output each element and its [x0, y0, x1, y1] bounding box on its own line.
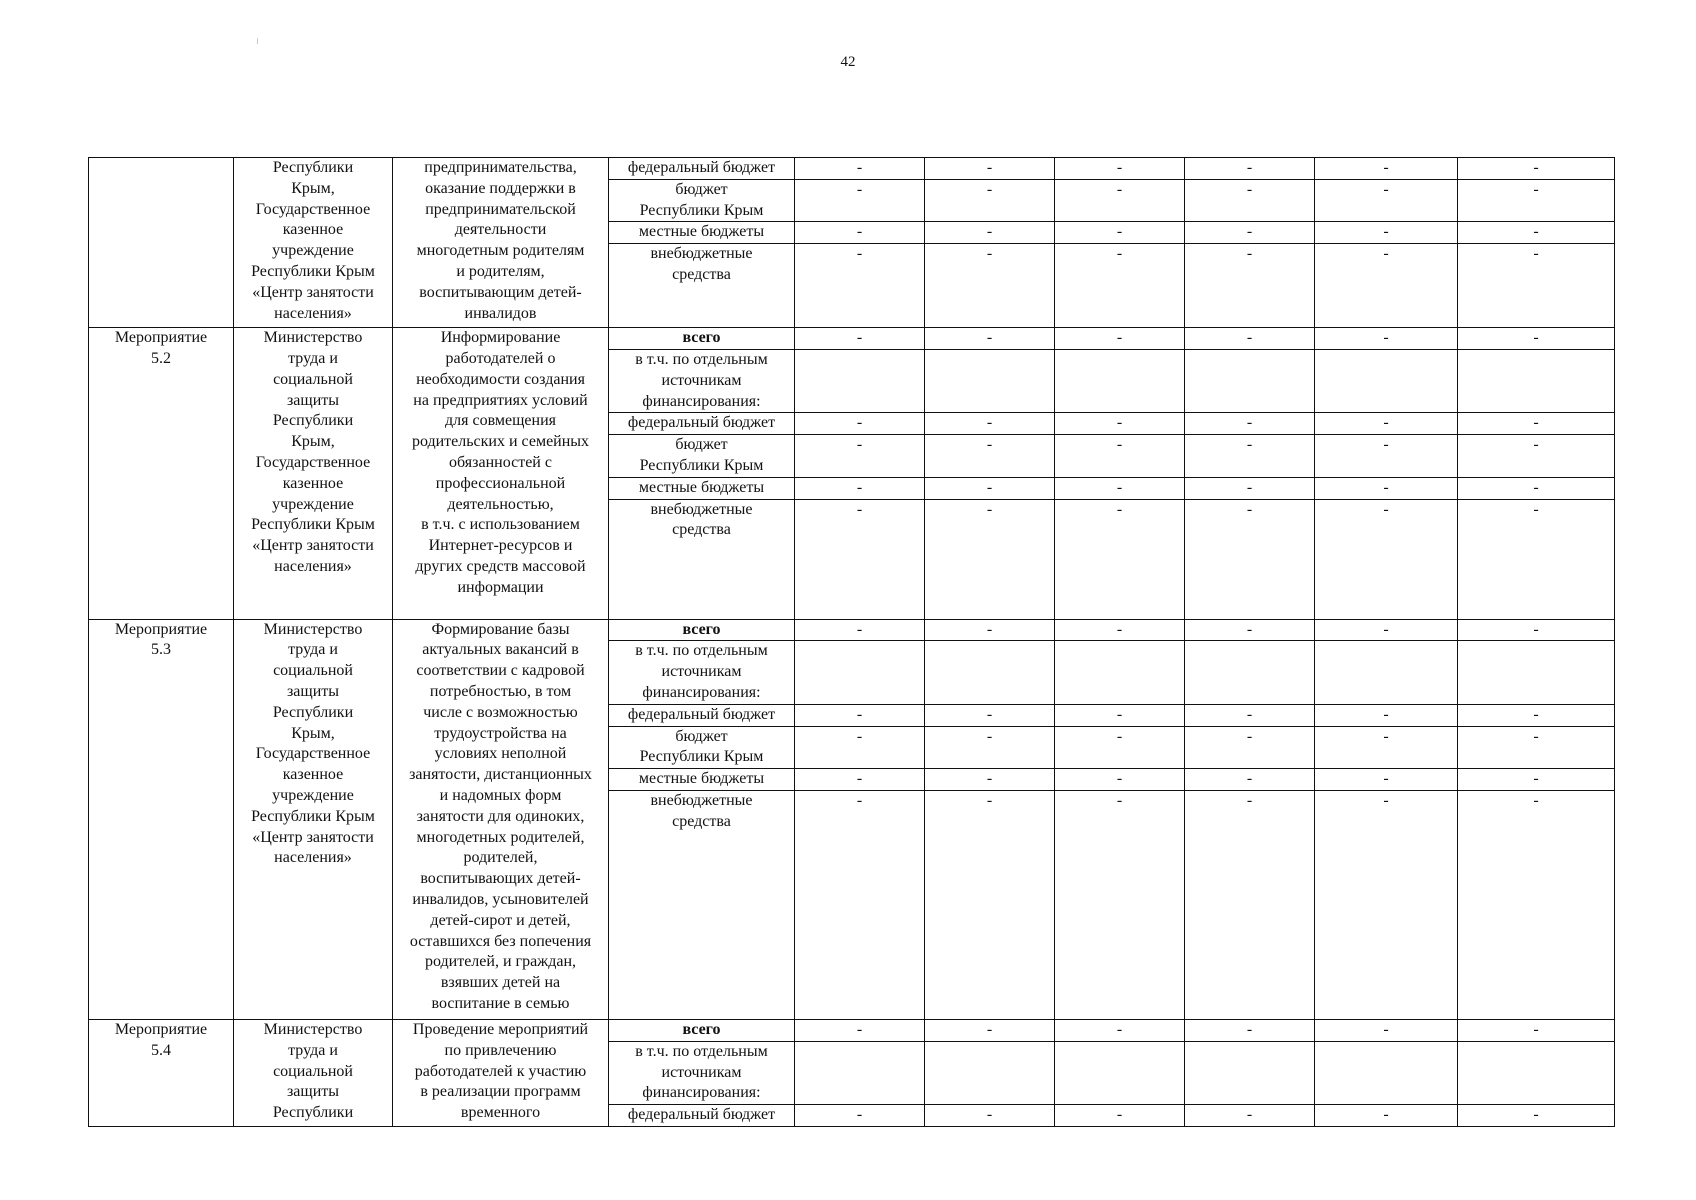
value-cell: - — [795, 158, 925, 180]
value-cell: - — [795, 1019, 925, 1041]
page-number: 42 — [840, 54, 856, 70]
value-cell: - — [925, 413, 1055, 435]
source-cell-republic: бюджет Республики Крым — [609, 726, 795, 769]
value-cell: - — [925, 1105, 1055, 1127]
value-cell: - — [1055, 1019, 1185, 1041]
measure-name-cell — [89, 158, 234, 328]
value-cell: - — [1315, 1105, 1458, 1127]
value-cell — [1315, 349, 1458, 412]
value-cell: - — [1185, 222, 1315, 244]
value-cell: - — [1055, 619, 1185, 641]
value-cell: - — [1315, 328, 1458, 350]
value-cell: - — [925, 158, 1055, 180]
value-cell: - — [1055, 477, 1185, 499]
value-cell: - — [1055, 222, 1185, 244]
value-cell: - — [1458, 222, 1615, 244]
value-cell: - — [1315, 704, 1458, 726]
value-cell: - — [1185, 704, 1315, 726]
value-cell: - — [1458, 769, 1615, 791]
value-cell — [925, 1041, 1055, 1104]
value-cell — [1458, 349, 1615, 412]
value-cell: - — [1315, 619, 1458, 641]
value-cell: - — [1185, 413, 1315, 435]
value-cell: - — [1315, 726, 1458, 769]
value-cell: - — [1185, 790, 1315, 1019]
value-cell: - — [1315, 179, 1458, 222]
value-cell: - — [1185, 328, 1315, 350]
value-cell: - — [1315, 1019, 1458, 1041]
source-cell-federal: федеральный бюджет — [609, 1105, 795, 1127]
executor-cell: Министерство труда и социальной защиты Республики Крым, Государственное казенное учреждение Республики Крым «Центр занятости населения» — [234, 328, 393, 619]
value-cell: - — [795, 790, 925, 1019]
value-cell: - — [925, 769, 1055, 791]
scan-mark — [257, 38, 258, 44]
value-cell: - — [1458, 726, 1615, 769]
table-row — [89, 328, 1615, 350]
value-cell: - — [925, 435, 1055, 478]
source-cell-local: местные бюджеты — [609, 769, 795, 791]
value-cell: - — [1315, 244, 1458, 328]
value-cell: - — [1055, 1105, 1185, 1127]
value-cell: - — [1458, 413, 1615, 435]
value-cell: - — [1185, 1105, 1315, 1127]
value-cell: - — [795, 413, 925, 435]
value-cell: - — [795, 222, 925, 244]
value-cell: - — [1185, 769, 1315, 791]
source-cell-federal: федеральный бюджет — [609, 413, 795, 435]
funding-table — [88, 157, 1615, 1127]
value-cell: - — [1055, 413, 1185, 435]
value-cell: - — [795, 499, 925, 619]
source-cell-incl: в т.ч. по отдельным источникам финансирования: — [609, 1041, 795, 1104]
value-cell: - — [1458, 499, 1615, 619]
value-cell: - — [1458, 158, 1615, 180]
value-cell: - — [1185, 158, 1315, 180]
description-cell: Проведение мероприятий по привлечению работодателей к участию в реализации программ временного — [393, 1019, 609, 1126]
source-cell-federal: федеральный бюджет — [609, 158, 795, 180]
value-cell: - — [1185, 499, 1315, 619]
value-cell: - — [795, 179, 925, 222]
value-cell: - — [925, 179, 1055, 222]
value-cell: - — [925, 244, 1055, 328]
description-cell: Информирование работодателей о необходимости создания на предприятиях условий для совмещения родительских и семейных обязанностей с профессиональной деятельностью, в т.ч. с использованием Интернет-ресурсов и других средств массовой информации — [393, 328, 609, 619]
value-cell: - — [1055, 158, 1185, 180]
value-cell: - — [795, 769, 925, 791]
value-cell: - — [1055, 435, 1185, 478]
executor-cell: Министерство труда и социальной защиты Республики — [234, 1019, 393, 1126]
value-cell: - — [795, 726, 925, 769]
value-cell: - — [925, 499, 1055, 619]
source-cell-extra: внебюджетные средства — [609, 244, 795, 328]
source-cell-local: местные бюджеты — [609, 477, 795, 499]
value-cell: - — [925, 222, 1055, 244]
value-cell: - — [795, 435, 925, 478]
value-cell — [1458, 641, 1615, 704]
value-cell: - — [1055, 769, 1185, 791]
value-cell: - — [795, 328, 925, 350]
table-row — [89, 619, 1615, 641]
value-cell — [925, 349, 1055, 412]
value-cell: - — [1055, 704, 1185, 726]
value-cell: - — [1458, 790, 1615, 1019]
value-cell — [1458, 1041, 1615, 1104]
source-cell-extra: внебюджетные средства — [609, 790, 795, 1019]
description-cell: Формирование базы актуальных вакансий в соответствии с кадровой потребностью, в том числе с возможностью трудоустройства на условиях неполной занятости, дистанционных и надомных форм занятости для одиноких, многодетных родителей, родителей, воспитывающих детей- инвалидов, усыновителей детей-сирот и детей, оставшихся без попечения родителей, и граждан, взявших детей на воспитание в семью — [393, 619, 609, 1019]
value-cell: - — [1458, 435, 1615, 478]
value-cell: - — [795, 619, 925, 641]
value-cell: - — [1185, 179, 1315, 222]
value-cell — [1185, 1041, 1315, 1104]
value-cell: - — [1458, 1105, 1615, 1127]
value-cell: - — [1055, 179, 1185, 222]
value-cell: - — [1315, 499, 1458, 619]
measure-name-cell: Мероприятие 5.3 — [89, 619, 234, 1019]
executor-cell: Республики Крым, Государственное казенное учреждение Республики Крым «Центр занятости населения» — [234, 158, 393, 328]
value-cell: - — [925, 790, 1055, 1019]
value-cell: - — [925, 477, 1055, 499]
value-cell: - — [1055, 328, 1185, 350]
value-cell: - — [1185, 619, 1315, 641]
description-cell: предпринимательства, оказание поддержки в предпринимательской деятельности многодетным родителям и родителям, воспитывающим детей- инвалидов — [393, 158, 609, 328]
measure-name-cell: Мероприятие 5.2 — [89, 328, 234, 619]
value-cell: - — [1315, 158, 1458, 180]
value-cell: - — [1315, 769, 1458, 791]
value-cell: - — [1055, 726, 1185, 769]
value-cell: - — [1315, 222, 1458, 244]
value-cell: - — [1185, 244, 1315, 328]
source-cell-local: местные бюджеты — [609, 222, 795, 244]
value-cell: - — [1315, 790, 1458, 1019]
source-cell-extra: внебюджетные средства — [609, 499, 795, 619]
value-cell: - — [1055, 499, 1185, 619]
value-cell: - — [925, 1019, 1055, 1041]
value-cell: - — [1055, 244, 1185, 328]
value-cell: - — [925, 704, 1055, 726]
value-cell: - — [795, 244, 925, 328]
value-cell — [1055, 349, 1185, 412]
source-cell-federal: федеральный бюджет — [609, 704, 795, 726]
source-cell-total: всего — [609, 328, 795, 350]
value-cell — [1055, 1041, 1185, 1104]
value-cell — [795, 349, 925, 412]
value-cell: - — [925, 726, 1055, 769]
value-cell: - — [1458, 179, 1615, 222]
source-cell-republic: бюджет Республики Крым — [609, 179, 795, 222]
value-cell — [925, 641, 1055, 704]
value-cell: - — [925, 328, 1055, 350]
value-cell: - — [1315, 413, 1458, 435]
value-cell — [1315, 1041, 1458, 1104]
value-cell: - — [1458, 328, 1615, 350]
value-cell: - — [1458, 477, 1615, 499]
value-cell — [1315, 641, 1458, 704]
value-cell — [795, 1041, 925, 1104]
source-cell-republic: бюджет Республики Крым — [609, 435, 795, 478]
source-cell-incl: в т.ч. по отдельным источникам финансирования: — [609, 349, 795, 412]
value-cell — [1185, 641, 1315, 704]
value-cell — [1185, 349, 1315, 412]
source-cell-total: всего — [609, 619, 795, 641]
table-row — [89, 158, 1615, 180]
value-cell: - — [1315, 477, 1458, 499]
value-cell: - — [1458, 1019, 1615, 1041]
value-cell: - — [1458, 704, 1615, 726]
value-cell: - — [1055, 790, 1185, 1019]
value-cell: - — [1458, 619, 1615, 641]
measure-name-cell: Мероприятие 5.4 — [89, 1019, 234, 1126]
source-cell-incl: в т.ч. по отдельным источникам финансирования: — [609, 641, 795, 704]
value-cell: - — [795, 1105, 925, 1127]
value-cell: - — [1315, 435, 1458, 478]
table-row — [89, 1019, 1615, 1041]
value-cell: - — [795, 477, 925, 499]
value-cell: - — [1185, 477, 1315, 499]
value-cell — [1055, 641, 1185, 704]
value-cell: - — [795, 704, 925, 726]
value-cell: - — [925, 619, 1055, 641]
value-cell: - — [1185, 435, 1315, 478]
value-cell — [795, 641, 925, 704]
executor-cell: Министерство труда и социальной защиты Республики Крым, Государственное казенное учреждение Республики Крым «Центр занятости населения» — [234, 619, 393, 1019]
value-cell: - — [1185, 726, 1315, 769]
value-cell: - — [1185, 1019, 1315, 1041]
source-cell-total: всего — [609, 1019, 795, 1041]
value-cell: - — [1458, 244, 1615, 328]
